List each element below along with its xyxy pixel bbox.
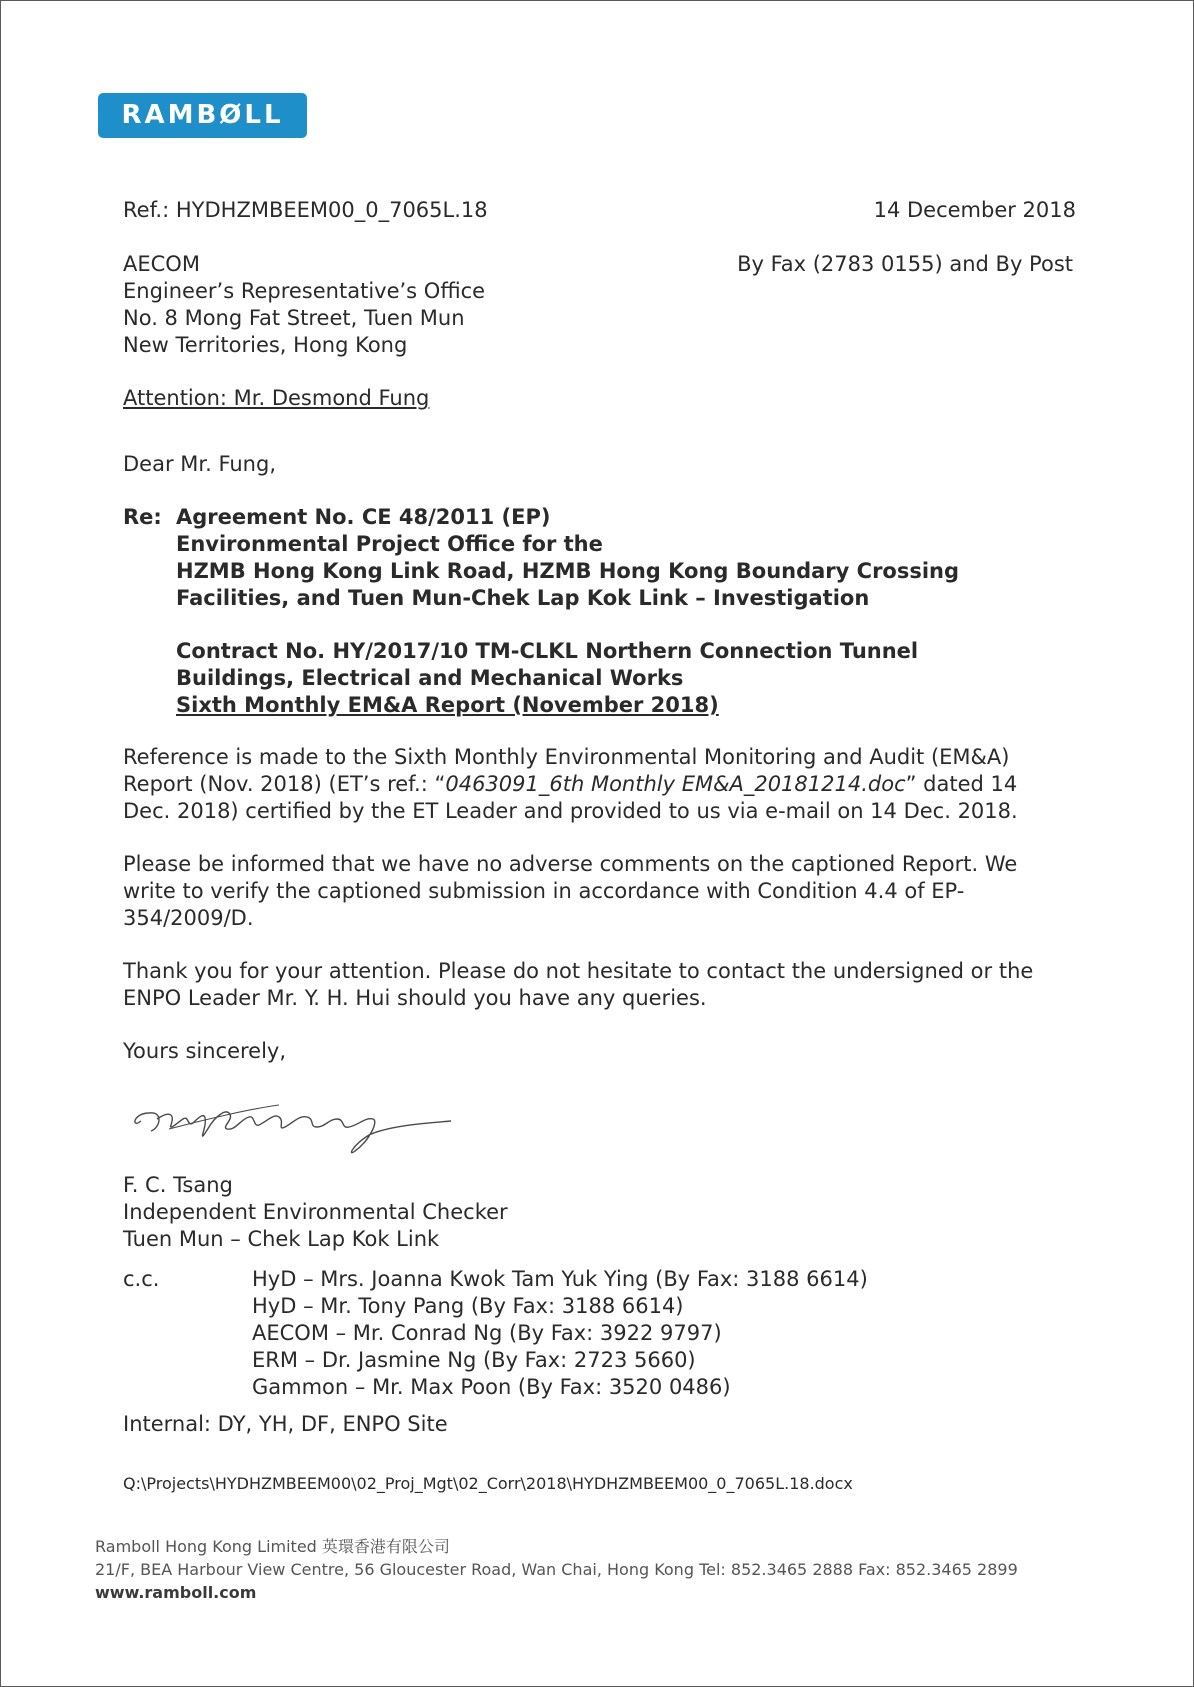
document-filename: 0463091_6th Monthly EM&A_20181214.doc — [445, 772, 906, 796]
text-run: Report (Nov. 2018) (ET’s ref.: “ — [123, 772, 446, 796]
signer-name: F. C. Tsang — [123, 1173, 233, 1197]
cc-recipient: Gammon – Mr. Max Poon (By Fax: 3520 0486) — [252, 1375, 731, 1399]
paragraph-line: Thank you for your attention. Please do not hesitate to contact the undersigned or the — [123, 959, 1034, 983]
paragraph-line: 354/2009/D. — [123, 906, 254, 930]
paragraph-line: write to verify the captioned submission in accordance with Condition 4.4 of EP- — [123, 879, 965, 903]
paragraph-line: Dec. 2018) certified by the ET Leader and provided to us via e-mail on 14 Dec. 2018. — [123, 799, 1018, 823]
attention-line: Attention: Mr. Desmond Fung — [123, 386, 430, 410]
cc-recipient: HyD – Mr. Tony Pang (By Fax: 3188 6614) — [252, 1294, 684, 1318]
report-title: Sixth Monthly EM&A Report (November 2018) — [176, 693, 719, 717]
paragraph-thanks — [123, 958, 1076, 1012]
re-label: Re: — [123, 505, 162, 529]
cc-recipient: AECOM – Mr. Conrad Ng (By Fax: 3922 9797) — [252, 1321, 722, 1345]
address-line: New Territories, Hong Kong — [123, 333, 408, 357]
subject-line: HZMB Hong Kong Link Road, HZMB Hong Kong Boundary Crossing — [176, 559, 960, 583]
signer-project: Tuen Mun – Chek Lap Kok Link — [123, 1227, 440, 1251]
address-line: No. 8 Mong Fat Street, Tuen Mun — [123, 306, 465, 330]
paragraph-line: Reference is made to the Sixth Monthly Environmental Monitoring and Audit (EM&A) — [123, 745, 1010, 769]
footer-company: Ramboll Hong Kong Limited 英環香港有限公司 — [95, 1537, 450, 1556]
subject-line: Agreement No. CE 48/2011 (EP) — [176, 505, 551, 529]
reference-number: Ref.: HYDHZMBEEM00_0_7065L.18 — [123, 198, 488, 222]
footer-address: 21/F, BEA Harbour View Centre, 56 Gloucester Road, Wan Chai, Hong Kong Tel: 852.3465 2888 Fax: 852.3465 2899 — [95, 1560, 1018, 1579]
subject-block-1 — [176, 504, 959, 612]
cc-recipient: HyD – Mrs. Joanna Kwok Tam Yuk Ying (By Fax: 3188 6614) — [252, 1267, 868, 1291]
paragraph-line: ENPO Leader Mr. Y. H. Hui should you have any queries. — [123, 986, 707, 1010]
cc-recipient: ERM – Dr. Jasmine Ng (By Fax: 2723 5660) — [252, 1348, 696, 1372]
paragraph-line: Please be informed that we have no adverse comments on the captioned Report. We — [123, 852, 1018, 876]
subject-line: Buildings, Electrical and Mechanical Works — [176, 666, 684, 690]
ramboll-logo — [98, 93, 307, 138]
delivery-method: By Fax (2783 0155) and By Post — [737, 252, 1073, 276]
paragraph-reference — [123, 744, 1076, 825]
logo-text: RAMBØLL — [121, 100, 284, 130]
file-path: Q:\Projects\HYDHZMBEEM00\02_Proj_Mgt\02_Corr\2018\HYDHZMBEEM00_0_7065L.18.docx — [123, 1474, 853, 1493]
address-line: AECOM — [123, 252, 200, 276]
text-run: ” dated 14 — [905, 772, 1018, 796]
paragraph-line — [123, 771, 1076, 798]
cc-label: c.c. — [123, 1267, 160, 1291]
internal-distribution: Internal: DY, YH, DF, ENPO Site — [123, 1412, 448, 1436]
footer-website: www.ramboll.com — [95, 1583, 257, 1602]
closing: Yours sincerely, — [123, 1039, 287, 1063]
signer-title: Independent Environmental Checker — [123, 1200, 508, 1224]
subject-block-2 — [176, 638, 918, 719]
signature — [129, 1091, 459, 1161]
paragraph-comments — [123, 851, 1076, 932]
cc-list — [252, 1266, 868, 1401]
signer-block — [123, 1172, 508, 1253]
subject-line: Contract No. HY/2017/10 TM-CLKL Northern Connection Tunnel — [176, 639, 919, 663]
letter-date: 14 December 2018 — [873, 198, 1076, 222]
salutation: Dear Mr. Fung, — [123, 452, 276, 476]
address-line: Engineer’s Representative’s Office — [123, 279, 486, 303]
subject-line: Facilities, and Tuen Mun-Chek Lap Kok Link – Investigation — [176, 586, 870, 610]
subject-line: Environmental Project Office for the — [176, 532, 603, 556]
recipient-address — [123, 251, 485, 359]
